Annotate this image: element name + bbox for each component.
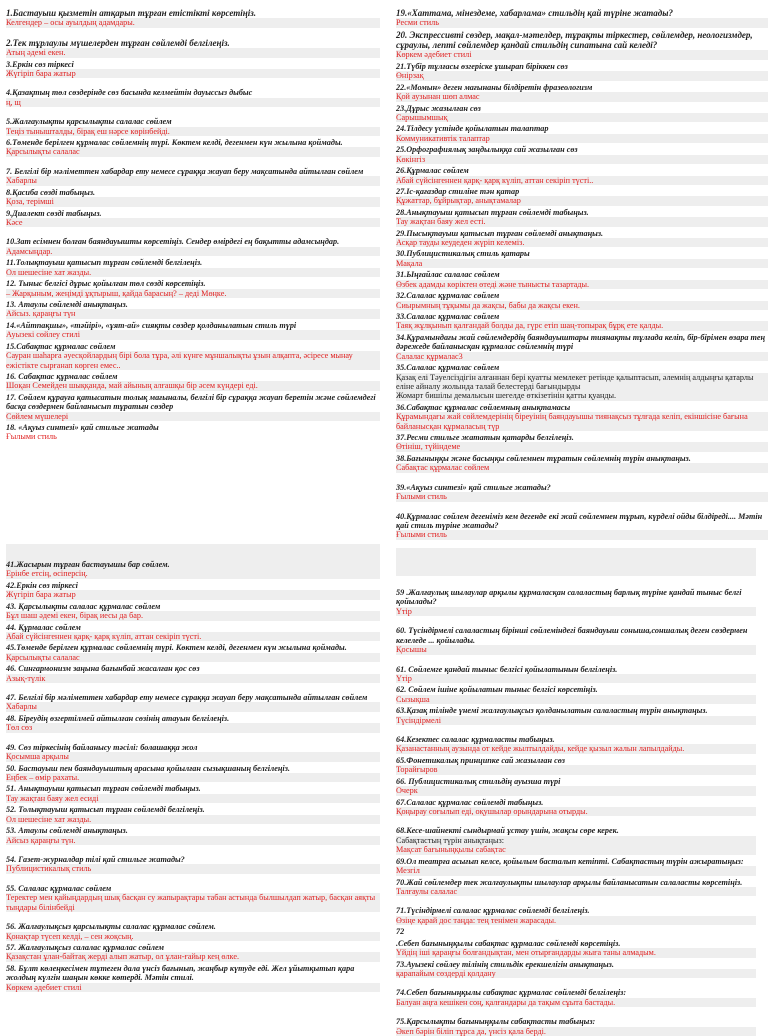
question-text: 9.Диалект сөзді табыңыз. (6, 208, 102, 218)
answer-text: Адамсыңдар. (6, 247, 380, 256)
answer-text: Тау жақтан баяу жел есиді (6, 794, 380, 803)
question-text: 12. Тыныс белгісі дұрыс қойылған төл сөзді көрсетіңіз. (6, 279, 206, 289)
question-block (396, 502, 768, 540)
answer-text: Сөйлем мүшелері (6, 412, 380, 421)
answer-text: Сызықша (396, 695, 756, 704)
answer-text: Үтір (396, 607, 756, 616)
answer-text: Ерінбе етсің, өсіперсің. (6, 569, 380, 578)
answer-text: Құжаттар, бұйрықтар, анықтамалар (396, 196, 768, 205)
answer-text: Теңіз тынышталды, бірақ еш нәрсе көрінбейді. (6, 127, 380, 136)
answer-text: Қоңырау соғылып еді, оқушылар орындарына отырды. (396, 807, 756, 816)
answer-text: Публицистикалық стиль (6, 864, 380, 873)
question-text: 8.Қасиба сөзді табыңыз. (6, 187, 96, 197)
question-text: 67.Салалас құрмалас сөйлемді табыңыз. (396, 797, 544, 807)
answer-text: Төл сөз (6, 723, 380, 732)
answer-text: Жүгіріп бара жатыр (6, 590, 380, 599)
spacer (396, 896, 756, 904)
answer-text: Ресми стиль (396, 18, 768, 27)
question-block (396, 166, 768, 185)
question-text: 44. Құрмалас сөйлем (6, 622, 81, 632)
question-block (396, 104, 768, 123)
answer-text: қарапайым сөздерді қолдану (396, 969, 756, 978)
answer-text: Құрамындағы жай сөйлемдерінің біреуінің баяндауышы тиянақсыз тұлғада келіп, екіншісіне бағына байланысқан құрмаласың түр (396, 412, 768, 431)
question-block (396, 777, 756, 796)
question-block (396, 363, 768, 401)
question-text: 66. Публицистикалық стильдің ауызша түрі (396, 776, 561, 786)
question-block (6, 845, 380, 874)
left-bottom-column (6, 558, 380, 992)
answer-text: Азық-түлік (6, 674, 380, 683)
question-block (396, 756, 756, 775)
question-text: 63.Қазақ тілінде үнемі жалғаулықсыз қолданылатын салаластың түрін анықтаңыз. (396, 706, 708, 716)
question-block (6, 321, 380, 340)
question-text: 60. Түсіндірмелі салаластың бірінші сөйлеміндегі баяндауыш соныша,соншалық деген сөздермен келеледе ... қойылады. (396, 626, 748, 645)
question-block (6, 714, 380, 733)
right-bottom-column (396, 586, 756, 1036)
answer-text: Айсыз. қараңғы түн (6, 309, 380, 318)
question-block (396, 454, 768, 473)
question-text: 48. Біреудің өзгертілмей айтылған сөзінің атауын белгілеңіз. (6, 713, 230, 723)
question-block (396, 83, 768, 102)
question-text: 30.Публицистикалық стиль қатары (396, 249, 530, 259)
question-block (396, 725, 756, 754)
answer-text: Үйдің іші қараңғы болғандықтан, мен отырғандарды жыға таны алмадым. (396, 948, 756, 957)
answer-text: Ғылыми стиль (396, 492, 768, 501)
question-block (6, 805, 380, 824)
question-text: 31.Ыңғайлас салалас сөйлем (396, 270, 500, 280)
question-block (6, 209, 380, 228)
question-text: 71.Түсіндірмелі салалас құрмалас сөйлемді белгілеңіз. (396, 906, 590, 916)
question-block (396, 145, 768, 164)
answer-text: Торайғыров (396, 765, 756, 774)
question-block (396, 187, 768, 206)
question-text: 61. Сөйлемге қандай тыныс белгісі қойылатынын белгілеңіз. (396, 664, 618, 674)
question-text: 29.Пысықтауыш қатысып тұрған сөйлемді анықтаңыз. (396, 228, 604, 238)
question-text: 50. Бастауыш пен баяндауыштың арасына қойылған сызықшаның белгілеңіз. (6, 763, 290, 773)
question-text: 40.Құрмалас сөйлем дегеніміз кем дегенде екі жай сөйлемнен тұрып, күрделі ойды білдіреді.... Мәтін қай стиль түріне жатады? (396, 511, 763, 531)
right-top-column (396, 6, 768, 540)
question-block (6, 28, 380, 58)
question-text: 68.Кесе-шайнекті сындырмай ұстау үшін, жақсы сөре керек. (396, 826, 619, 836)
answer-text: Қосышы (396, 645, 756, 654)
question-text: 7. Белгілі бір мәліметтен хабардар ету немесе сұраққа жауап беру мақсатында айтылған сөйлем (6, 166, 364, 176)
question-text: 17. Сөйлем құрауға қатысатын толық мағыналы, белгілі бір сұраққа жауап беретін және сөйлемдегі басқа сөздермен байланысып тұратын сөздер (6, 392, 376, 412)
question-block (396, 960, 756, 979)
spacer (6, 28, 380, 36)
question-block (6, 664, 380, 683)
question-text: 74.Себеп бағыныңқылы сабақтас құрмалас сөйлемді белгілеңіз: (396, 988, 627, 998)
spacer (6, 683, 380, 691)
answer-text: Мақсат бағыныңқылы сабақтас (396, 845, 756, 854)
question-text: 41.Жасырын тұрған бастауышы бар сөйлем. (6, 560, 170, 569)
question-block (396, 312, 768, 331)
question-text: 19.«Хаттама, мінездеме, хабарлама» стильдің қай түріне жатады? (396, 8, 673, 18)
question-block (396, 208, 768, 227)
answer-text: Қарсылықты салалас (6, 653, 380, 662)
answer-text: Асқар тауды кеудеден жүріп келеміз. (396, 238, 768, 247)
answer-text: Сабақтастың түрін анықтаңыз: (396, 836, 756, 845)
answer-text: Еңбек – өмір рахаты. (6, 773, 380, 782)
answer-text: Өзбек адамды көріктен өтеді және тынысты тазартады. (396, 280, 768, 289)
question-text: 2.Тек тұрлаулы мүшелерден тұрған сөйлемді белгілеңіз. (6, 37, 230, 48)
answer-text: Тау жақтан баяу жел есті. (396, 217, 768, 226)
question-block (396, 939, 756, 958)
question-text: 27.Іс-қағаздар стиліне тән қатар (396, 186, 520, 196)
answer-text: Атың әдемі екен. (6, 48, 380, 57)
question-text: 23.Дұрыс жазылған сөз (396, 103, 481, 113)
answer-text: – Жарқыным, жеңімді ұқтырыш, қайда барасың? – деді Мөңке. (6, 289, 380, 298)
spacer (6, 227, 380, 235)
answer-text: Мезгіл (396, 866, 756, 875)
question-block (396, 878, 756, 897)
question-text: 42.Еркін сөз тіркесі (6, 580, 78, 590)
question-text: 32.Салалас құрмалас сөйлем (396, 291, 500, 301)
spacer (6, 78, 380, 86)
question-block (6, 826, 380, 845)
question-block (396, 270, 768, 289)
question-block (396, 896, 756, 925)
answer-text: Сабақтас құрмалас сөйлем (396, 463, 768, 472)
answer-text: Қазанастанның аузында от кейде жылтылдайды, кейде қызыл жалын лапылдайды. (396, 744, 756, 753)
question-text: 59 .Жалғаулық шылаулар арқылы құрмаласқан салаластың барлық түріне қандай тыныс белгі қойылады? (396, 588, 742, 607)
answer-text: Көкінгіз (396, 155, 768, 164)
answer-text: Абай сүйсінгеннен қарқ- қарқ күліп, аттан секіріп түсті.. (396, 176, 768, 185)
question-text: 52. Толықтауыш қатысып тұрған сөйлемді белгілеңіз. (6, 805, 205, 815)
answer-text: Коммуникативтік талаптар (396, 134, 768, 143)
question-block (6, 733, 380, 762)
question-block (396, 403, 768, 431)
answer-text: Ол шешесіне хат жазды. (6, 268, 380, 277)
answer-text: Қазақстан ұлан-байтақ жерді алып жатыр, ол ұлан-ғайыр кең өлке. (6, 952, 380, 961)
question-block (6, 138, 380, 157)
question-block (6, 372, 380, 391)
spacer (6, 107, 380, 115)
spacer (396, 473, 768, 481)
question-text: 65.Фонетикалық принципке сай жазылған сөз (396, 755, 565, 765)
answer-text: Көркем әдебиет стилі (396, 50, 768, 59)
question-text: 34.Құрамындағы жай сөйлемдердің баяндауыштары тиянақты тұлғада келіп, бір-бірімен өзара тең дәрежеде байланысқан құрмалас сөйлемнің түрі (396, 332, 765, 352)
question-text: 47. Белгілі бір мәліметтен хабардар ету немесе сұраққа жауап беру мақсатында айтылған сөйлем (6, 693, 368, 703)
question-text: 53. Атаулы сөйлемді анықтаңыз. (6, 826, 128, 836)
answer-text: Теректер мен қайыңдардың шық басқан су жапырақтары табан астында былшылдап жатыр, басқан аяқты тыңдары білінбейді (6, 893, 380, 912)
question-text: 4.Қазақтың төл сөздерінде сөз басында келмейтін дауыссыз дыбыс (6, 88, 253, 98)
answer-text: Өтініш, түйіндеме (396, 442, 768, 451)
question-text: 15.Сабақтас құрмалас сөйлем (6, 341, 116, 351)
question-text: 54. Газет-журналдар тілі қай стильге жатады? (6, 854, 185, 864)
question-block (396, 685, 756, 704)
question-block (396, 473, 768, 502)
question-block (396, 616, 756, 654)
answer-text: Балуан аңға кешікен соң, қалғандары да тақым сұыта бастады. (396, 998, 756, 1007)
answer-text: Түсіндірмелі (396, 716, 756, 725)
answer-text: Үтір (396, 674, 756, 683)
answer-text: Көркем әдебиет стилі (6, 983, 380, 992)
answer-text: ң, щ (6, 98, 380, 107)
question-block (396, 1007, 756, 1036)
question-block (396, 124, 768, 143)
spacer (6, 157, 380, 165)
question-text: 75.Қарсылықты бағыныңқылы сабақтасты табыңыз: (396, 1017, 596, 1027)
question-text: 43. Қарсылықты салалас құрмалас сөйлем (6, 601, 161, 611)
question-block (6, 300, 380, 319)
question-block (396, 333, 768, 361)
question-block (6, 602, 380, 621)
question-text: 22.«Момын» деген мағынаны білдіретін фразеологизм (396, 82, 593, 92)
answer-text: Очерк (396, 786, 756, 795)
answer-text: Ғылыми стиль (6, 432, 57, 442)
answer-text: Абай сүйсінгеннен қарқ- қарқ күліп, аттан секіріп түсті. (6, 632, 380, 641)
question-block (6, 279, 380, 298)
question-text: 21.Түбір тұлғасы өзгеріске ұшырап біріккен сөз (396, 61, 568, 71)
question-block (396, 816, 756, 845)
question-text: 51. Анықтауыш қатысып тұрған сөйлемді табыңыз. (6, 784, 201, 794)
answer-text: Салалас құрмалас3 (396, 352, 768, 361)
answer-text: Қой аузынан шөп алмас (396, 92, 768, 101)
answer-text: Таяқ жұлқынып қалғандай болды да, гүрс етіп шаң-топырақ бұрқ ете қалды. (396, 321, 768, 330)
answer-text: Жүгіріп бара жатыр (6, 69, 380, 78)
question-block (396, 655, 756, 684)
question-block (6, 60, 380, 79)
answer-text: Қоза, терімші (6, 197, 380, 206)
spacer (396, 978, 756, 986)
question-text: 16. Сабақтас құрмалас сөйлем (6, 371, 118, 381)
question-text: 35.Салалас құрмалас сөйлем (396, 363, 500, 373)
answer-text: Хабарлы (6, 176, 380, 185)
answer-text: Айсыз қараңғы түн. (6, 836, 380, 845)
question-block (6, 393, 380, 421)
question-block (6, 560, 380, 579)
question-block (396, 249, 768, 268)
question-block (6, 623, 380, 642)
question-text: 73.Ауызекі сөйлеу тілінің стильдік ерекшелігін анықтаңыз. (396, 959, 614, 969)
question-block (6, 423, 380, 442)
question-block (396, 30, 768, 60)
question-text: 58. Бұлт көлеңкесімен тұтеген дала үнсіз бағынып, жаңбыр күтуде еді. Жел ұйытқытып қара жолдың күлгін шаңын көкке көтерді. Мәтін стилі. (6, 963, 355, 983)
question-block (396, 229, 768, 248)
question-text: 46. Сингармонизм заңына бағынбай жасалған қос сөз (6, 664, 200, 674)
question-text: 36.Сабақтас құрмалас сөйлемның анықтамасы (396, 402, 571, 412)
question-block (6, 78, 380, 107)
question-block (6, 964, 380, 992)
left-top-column (6, 6, 380, 442)
question-block (396, 588, 756, 616)
question-text: 26.Құрмалас сөйлем (396, 166, 469, 176)
spacer (6, 845, 380, 853)
question-text: 28.Анықтауыш қатысып тұрған сөйлемді табыңыз. (396, 207, 589, 217)
answer-text: Қарсылықты салалас (6, 147, 380, 156)
question-block (396, 433, 768, 452)
answer-text: Әкеп бәрін біліп тұрса да, үнсіз қала берді. (396, 1027, 756, 1036)
answer-text: Өзіңе қарай дос таңда: тең тенімен жарасады. (396, 916, 756, 925)
question-block (396, 978, 756, 1007)
question-text: 6.Төменде берілген құрмалас сөйлемнің түрі. Көктем келді, дегенмен күн жылына қоймады. (6, 138, 343, 148)
question-block (6, 258, 380, 277)
question-text: 45.Төменде берілген құрмалас сөйлемнің түрі. Көктем келді, дегенмен күн жылына қоймады. (6, 643, 347, 653)
answer-text: Өнірзақ (396, 71, 768, 80)
answer-text: Сиырымның тұқымы да жақсы, бабы да жақсы екен. (396, 301, 768, 310)
answer-text: Шоқан Семейден шыққанда, май айының алғашқы бір әсем күндері еді. (6, 381, 380, 390)
answer-text: Сарышымшық (396, 113, 768, 122)
answer-text: Кәсе (6, 218, 380, 227)
question-block (396, 845, 756, 854)
question-block (396, 291, 768, 310)
spacer (396, 502, 768, 510)
question-text: 62. Сөйлем ішіне қойылатын тыныс белгісі көрсетіңіз. (396, 685, 598, 695)
question-text: 1.Бастауыш қызметін атқарып тұрған етістікті көрсетіңіз. (6, 8, 256, 18)
question-block (6, 227, 380, 256)
question-text: 10.Зат есімнен болған баяндауышты көрсетіңіз. Сендер өмірдегі ең бақытты адамсыңдар. (6, 237, 340, 247)
question-text: 64.Кезектес салалас құрмаласты табыңыз. (396, 735, 555, 745)
question-text: 37.Ресми стильге жататын қатарды белгілеңіз. (396, 433, 574, 443)
question-text: 33.Салалас құрмалас сөйлем (396, 312, 500, 321)
question-block (6, 342, 380, 370)
question-block (396, 8, 768, 28)
answer-text: Қосымша арқылы (6, 752, 380, 761)
spacer (396, 816, 756, 824)
question-text: 25.Орфографиялық заңдылыққа сай жазылған сөз (396, 145, 578, 155)
question-text: 5.Жалғаулықты қарсылықты салалас сөйлем (6, 117, 172, 127)
question-text: 3.Еркін сөз тіркесі (6, 59, 74, 69)
spacer (396, 616, 756, 624)
question-block (6, 943, 380, 962)
spacer (6, 912, 380, 920)
question-text: 24.Тілдесу үстінде қойылатын талаптар (396, 124, 549, 134)
question-text: 11.Толықтауыш қатысып тұрған сөйлемді белгілеңіз. (6, 258, 203, 268)
question-text: 20. Экспрессивті сөздер, мақал-мәтелдер, тұрақты тіркестер, сөйлемдер, неологизмдер, сұраулы, лепті сөйлемдер қандай стильдің сипатына сай келеді? (396, 29, 753, 51)
question-text: 69.Ол театрға асығып келсе, қойылым басталып кетіпті. Сабақтастың түрін ажыратыңыз: (396, 856, 744, 866)
answer-text: Мақала (396, 259, 768, 268)
question-text: 72 (396, 927, 405, 937)
answer-text: Хабарлы (6, 702, 380, 711)
answer-text: Талғаулы салалас (396, 887, 756, 896)
question-block (6, 157, 380, 186)
question-block (6, 107, 380, 136)
question-text: 70.Жай сөйлемдер тек жалғаулықты шылаулар арқылы байланысатын салаласты көрсетіңіз. (396, 877, 743, 887)
question-block (396, 62, 768, 81)
question-text: 13. Атаулы сөйлемді анықтаңыз. (6, 299, 128, 309)
question-text: .Себеп бағыныңқылы сабақтас құрмалас сөйлемді көрсетіңіз. (396, 938, 621, 948)
question-text: 14.«Айтпақшы», «тәйірі», «ұят-ай» сияқты сөздер қолданылатын стиль түрі (6, 320, 297, 330)
question-block (6, 764, 380, 783)
question-block (6, 581, 380, 600)
question-text: 38.Бағыныңқы және басыңқы сөйлемнен тұратын сөйлемнің түрін анықтаңыз. (396, 453, 691, 463)
spacer (396, 725, 756, 733)
question-text: 56. Жалғаулықсыз қарсылықты салалас құрмалас сөйлем. (6, 922, 216, 932)
question-block (6, 784, 380, 803)
question-block (396, 798, 756, 817)
answer-text: Сауран шаһарға әуесқойлардың бірі бола тұра, әлі күнге мұншалықты ұзын алқапта, әсіресе мынау ежістікте сырғанап көрген емес.. (6, 351, 380, 370)
answer-text: Қазақ елі Тәуелсіздігін алғаннан бері қуатты мемлекет ретінде қалыптасып, әлемнің алдыңғы қатарлы еліне айналу жолында талай белестерді бағындырды Жомарт бишілы демалысын шегелде өткізетінін қатты қуанды. (396, 373, 768, 401)
answer-text: Ауызекі сөйлеу стилі (6, 330, 380, 339)
question-block (6, 874, 380, 912)
answer-text: Ол шешесіне хат жазды. (6, 815, 380, 824)
question-block (6, 912, 380, 941)
blank-band-right (396, 548, 756, 576)
question-block (396, 706, 756, 725)
answer-text: Келгендер – осы ауылдың адамдары. (6, 18, 380, 27)
question-text: 18. «Ақуыз синтезі» қай стильге жатады (6, 423, 159, 433)
question-block (6, 643, 380, 662)
answer-text: Қонақтар түсеп келді, – сен жоқсың. (6, 932, 380, 941)
question-block (6, 8, 380, 28)
question-block (396, 927, 756, 936)
spacer (6, 874, 380, 882)
spacer (6, 733, 380, 741)
question-text: 49. Сөз тіркесінің байланысу тәсілі: болашаққа жол (6, 742, 198, 752)
question-block (396, 857, 756, 876)
spacer (396, 1007, 756, 1015)
spacer (396, 655, 756, 663)
question-block (6, 188, 380, 207)
question-text: 39.«Ақуыз синтезі» қай стильге жатады? (396, 482, 551, 492)
question-block (6, 683, 380, 712)
question-text: 57. Жалғаулықсыз салалас құрмалас сөйлем (6, 942, 165, 952)
answer-text: Ғылыми стиль (396, 530, 768, 539)
question-text: 55. Салалас құрмалас сөйлем (6, 883, 112, 893)
answer-text: Бұл шаш әдемі екен, бірақ иесы да бар. (6, 611, 380, 620)
